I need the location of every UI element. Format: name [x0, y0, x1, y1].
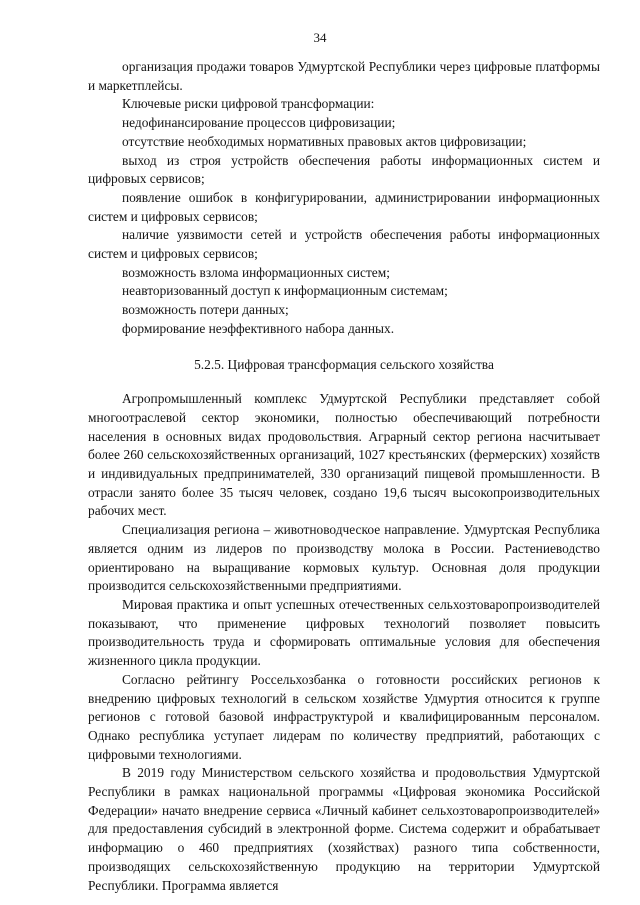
list-item: наличие уязвимости сетей и устройств обеспечения работы информационных систем и цифровых сервисов; — [88, 227, 600, 262]
paragraph: Агропромышленный комплекс Удмуртской Республики представляет собой многоотраслевой сектор экономики, полностью обеспечивающий потребности населения в основных видах продовольствия. Аграрный сектор региона насчитывает более 260 сельскохозяйственных организаций, 1027 крестьянских (фермерских) хозяйств и индивидуальных предпринимателей, 330 организаций пищевой промышленности. В отрасли занято более 35 тысяч человек, создано 19,6 тысяч высокопроизводительных рабочих мест. — [88, 391, 600, 519]
list-item: возможность потери данных; — [122, 302, 289, 318]
list-item: неавторизованный доступ к информационным системам; — [122, 283, 448, 299]
paragraph: Мировая практика и опыт успешных отечественных сельхозтоваропроизводителей показывают, что применение цифровых технологий позволяет повысить производительность труда и сформировать оптимальные условия для обеспечения жизненного цикла продукции. — [88, 596, 600, 669]
list-item: формирование неэффективного набора данных. — [122, 320, 395, 336]
list-item: недофинансирование процессов цифровизации; — [122, 115, 396, 131]
list-item: появление ошибок в конфигурировании, администрировании информационных систем и цифровых сервисов; — [88, 189, 600, 224]
list-item: выход из строя устройств обеспечения работы информационных систем и цифровых сервисов; — [88, 152, 600, 187]
paragraph: Согласно рейтингу Россельхозбанка о готовности российских регионов к внедрению цифровых технологий в сельском хозяйстве Удмуртия относится к группе регионов с готовой базовой инфраструктурой и квалифицированным персоналом. Однако республика уступает лидерам по количеству предприятий, работающих с цифровыми технологиями. — [88, 671, 600, 762]
paragraph: организация продажи товаров Удмуртской Республики через цифровые платформы и маркетплейсы. — [88, 59, 600, 93]
section-heading: 5.2.5. Цифровая трансформация сельского хозяйства — [194, 356, 494, 372]
list-item: возможность взлома информационных систем; — [122, 264, 390, 280]
paragraph: Специализация региона – животноводческое направление. Удмуртская Республика является одним из лидеров по производству молока в России. Растениеводство ориентировано на выращивание кормовых культур. Основная доля продукции производится сельскохозяйственными предприятиями. — [88, 522, 600, 594]
page-number: 34 — [313, 30, 327, 45]
list-item: отсутствие необходимых нормативных правовых актов цифровизации; — [122, 133, 527, 149]
paragraph: В 2019 году Министерством сельского хозяйства и продовольствия Удмуртской Республики в рамках национальной программы «Цифровая экономика Российской Федерации» начато внедрение сервиса «Личный кабинет сельхозтоваропроизводителей» для предоставления субсидий в электронной форме. Система содержит и обрабатывает информацию о 460 предприятиях (хозяйствах) разного типа собственности, производящих сельскохозяйственную продукцию на территории Удмуртской Республики. Программа является — [88, 765, 600, 893]
paragraph: Ключевые риски цифровой трансформации: — [122, 96, 375, 112]
document-body — [88, 58, 600, 895]
